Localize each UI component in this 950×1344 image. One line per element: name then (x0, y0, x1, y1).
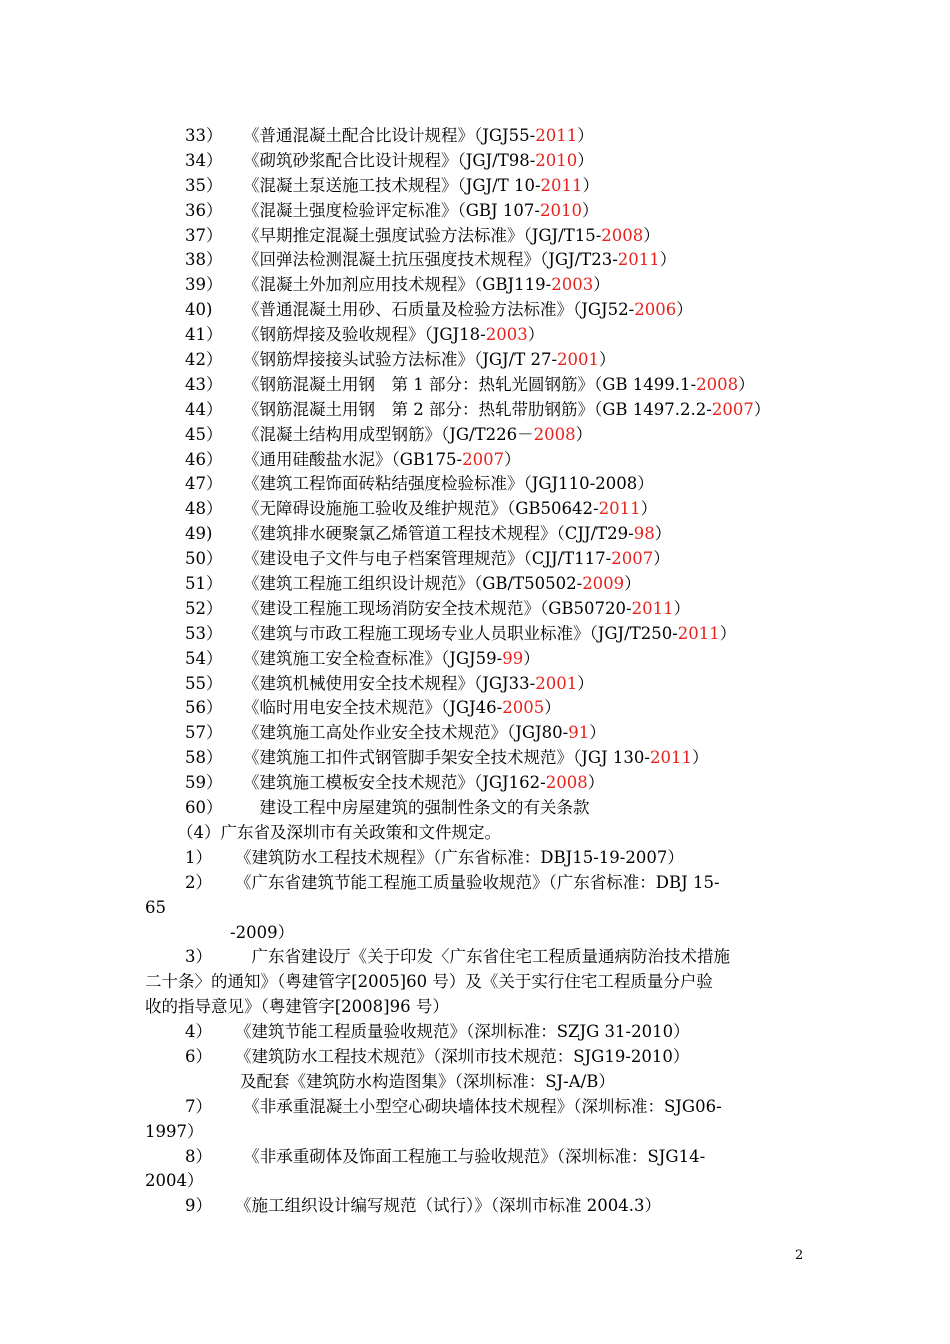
item-title: 《建设工程施工现场消防安全技术规范》（GB50720- (243, 598, 632, 618)
item-close: ） (581, 200, 599, 220)
item-year: 2009 (582, 574, 625, 594)
item-close: ） (676, 300, 693, 320)
item-number: 57） (185, 723, 223, 743)
item-number: 7） (185, 1096, 212, 1116)
item-number: 54） (185, 648, 223, 668)
item-year: 2010 (535, 150, 578, 170)
item-number: 1） (185, 847, 212, 867)
item-text: 《建筑防水工程技术规程》（广东省标准：DBJ15-19-2007） (235, 847, 684, 867)
item-title: 《钢筋焊接及验收规程》（JGJ18- (243, 325, 486, 345)
gd-item-3-line-2: 二十条〉的通知》（粤建管字[2005]60 号）及《关于实行住宅工程质量分户验 (145, 972, 713, 992)
item-number: 8） (185, 1146, 212, 1166)
item-number: 6） (185, 1046, 212, 1066)
item-year: 91 (568, 723, 590, 743)
standard-item (145, 647, 810, 672)
standard-item (145, 771, 810, 796)
gd-item-8 (145, 1145, 810, 1170)
item-close: ） (719, 623, 737, 643)
item-text: 《非承重混凝土小型空心砌块墙体技术规程》（深圳标准：SJG06- (235, 1096, 722, 1116)
item-number: 46） (185, 449, 223, 469)
item-title: 《建筑施工模板安全技术规范》（JGJ162- (243, 773, 546, 793)
item-title: 《临时用电安全技术规范》（JGJ46- (243, 698, 503, 718)
item-title: 《建筑施工安全检查标准》（JGJ59- (243, 648, 503, 668)
item-number: 36） (185, 200, 223, 220)
item-year: 2003 (485, 325, 528, 345)
item-close: ） (575, 424, 593, 444)
item-number: 38） (185, 250, 223, 270)
gd-item-6-sub: 及配套《建筑防水构造图集》（深圳标准：SJ-A/B） (240, 1071, 615, 1091)
item-number: 43） (185, 374, 223, 394)
item-number: 56） (185, 698, 223, 718)
gd-item-2 (145, 871, 810, 896)
gd-item-7 (145, 1095, 810, 1120)
item-number: 42） (185, 350, 223, 370)
item-year: 2011 (598, 499, 641, 519)
item-close: ） (738, 374, 755, 394)
standard-item (145, 746, 810, 771)
item-text: 《广东省建筑节能工程施工质量验收规范》（广东省标准：DBJ 15- (235, 872, 720, 892)
gd-item-4 (145, 1020, 810, 1045)
standard-item (145, 124, 810, 149)
item-number: 50） (185, 549, 223, 569)
item-close: ） (504, 449, 521, 469)
gd-item-3 (145, 945, 810, 970)
item-title: 《回弹法检测混凝土抗压强度技术规程》（JGJ/T23- (243, 250, 618, 270)
standard-item (145, 273, 810, 298)
item-number: 2） (185, 872, 212, 892)
item-close: ） (640, 499, 658, 519)
item-number: 53） (185, 623, 223, 643)
item-number: 3） (185, 947, 212, 967)
standard-item (145, 373, 810, 398)
item-title: 《早期推定混凝土强度试验方法标准》（JGJ/T15- (243, 225, 602, 245)
item-number: 40) (185, 300, 213, 320)
standard-item (145, 298, 810, 323)
item-title: 《混凝土结构用成型钢筋》（JG/T226－ (243, 424, 534, 444)
item-year: 2005 (502, 698, 545, 718)
item-title: 建设工程中房屋建筑的强制性条文的有关条款 (243, 798, 590, 818)
item-close: ） (599, 350, 616, 370)
page-number: 2 (795, 1248, 804, 1263)
item-close: ） (577, 673, 594, 693)
item-title: 《建筑施工扣件式钢管脚手架安全技术规范》（JGJ 130- (243, 748, 650, 768)
item-title: 《普通混凝土用砂、石质量及检验方法标准》（JGJ52- (243, 300, 635, 320)
item-year: 2008 (601, 225, 644, 245)
standard-item (145, 472, 810, 497)
gd-item-8-continuation: 2004） (145, 1171, 204, 1191)
standard-item (145, 398, 810, 423)
item-title: 《建筑工程施工组织设计规范》（GB/T50502- (243, 574, 583, 594)
standards-list (145, 124, 810, 821)
item-year: 2011 (617, 250, 660, 270)
standard-item (145, 224, 810, 249)
standard-item (145, 597, 810, 622)
item-close: ） (753, 399, 771, 419)
item-year: 2007 (711, 399, 754, 419)
item-close: ） (654, 524, 672, 544)
item-title: 《混凝土强度检验评定标准》（GBJ 107- (243, 200, 540, 220)
standard-item (145, 572, 810, 597)
item-title: 《混凝土泵送施工技术规程》（JGJ/T 10- (243, 175, 541, 195)
standard-item (145, 696, 810, 721)
item-close: ） (593, 275, 610, 295)
item-close: ） (577, 150, 594, 170)
gd-item-7-continuation: 1997） (145, 1121, 204, 1141)
standard-item (145, 796, 810, 821)
standard-item (145, 323, 810, 348)
item-number: 51） (185, 574, 223, 594)
item-number: 47） (185, 474, 223, 494)
standard-item (145, 423, 810, 448)
item-close: ） (587, 773, 605, 793)
item-number: 35） (185, 175, 223, 195)
standard-item (145, 622, 810, 647)
standard-item (145, 348, 810, 373)
item-title: 《建筑施工高处作业安全技术规范》（JGJ80- (243, 723, 569, 743)
item-year: 2008 (533, 424, 576, 444)
gd-item-6 (145, 1045, 810, 1070)
gd-item-9 (145, 1194, 810, 1219)
item-close: ） (691, 748, 709, 768)
item-number: 58） (185, 748, 223, 768)
item-title: 《建筑与市政工程施工现场专业人员职业标准》（JGJ/T250- (243, 623, 678, 643)
item-text: 《建筑防水工程技术规范》（深圳市技术规范：SJG19-2010） (235, 1046, 690, 1066)
item-number: 48） (185, 499, 223, 519)
item-title: 《钢筋焊接接头试验方法标准》（JGJ/T 27- (243, 350, 558, 370)
standard-item (145, 547, 810, 572)
standard-item (145, 248, 810, 273)
item-year: 2010 (539, 200, 582, 220)
item-number: 33） (185, 126, 223, 145)
item-number: 34） (185, 150, 223, 170)
standard-item (145, 174, 810, 199)
item-title: 《钢筋混凝土用钢 第 1 部分：热轧光圆钢筋》（GB 1499.1- (243, 374, 697, 394)
item-year: 2007 (462, 449, 505, 469)
standard-item (145, 497, 810, 522)
standard-item (145, 149, 810, 174)
item-close: ） (523, 648, 540, 668)
item-title: 《混凝土外加剂应用技术规程》（GBJ119- (243, 275, 552, 295)
item-number: 55） (185, 673, 223, 693)
section-heading: （4）广东省及深圳市有关政策和文件规定。 (177, 822, 501, 842)
item-text: 广东省建设厅《关于印发〈广东省住宅工程质量通病防治技术措施 (235, 947, 730, 967)
item-title: 《砌筑砂浆配合比设计规程》（JGJ/T98- (243, 150, 536, 170)
item-text: 《非承重砌体及饰面工程施工与验收规范》（深圳标准：SJG14- (235, 1146, 706, 1166)
item-year: 2008 (545, 773, 588, 793)
gd-item-3-line-3: 收的指导意见》（粤建管字[2008]96 号） (145, 997, 449, 1017)
item-title: 《建筑排水硬聚氯乙烯管道工程技术规程》（CJJ/T29- (243, 524, 634, 544)
item-text: 《施工组织设计编写规范（试行）》（深圳市标准 2004.3） (235, 1196, 661, 1216)
gd-item-2-continuation: 65 (145, 897, 166, 917)
item-year: 2006 (634, 300, 677, 320)
item-close: ） (544, 698, 561, 718)
item-year: 2011 (677, 623, 720, 643)
item-number: 4） (185, 1022, 212, 1042)
gd-item-2-tail: -2009） (230, 922, 295, 942)
item-title: 《建设电子文件与电子档案管理规范》（CJJ/T117- (243, 549, 612, 569)
item-number: 52） (185, 598, 223, 618)
item-year: 2008 (696, 374, 739, 394)
item-number: 37） (185, 225, 223, 245)
item-number: 59） (185, 773, 223, 793)
item-number: 60） (185, 798, 223, 818)
item-year: 2001 (557, 350, 600, 370)
item-year: 2007 (611, 549, 654, 569)
item-number: 39） (185, 275, 223, 295)
item-title: 《无障碍设施施工验收及维护规范》（GB50642- (243, 499, 599, 519)
item-year: 98 (633, 524, 655, 544)
item-close: ） (527, 325, 545, 345)
item-year: 2011 (535, 126, 578, 145)
item-close: ） (589, 723, 606, 743)
item-year: 2011 (631, 598, 674, 618)
item-number: 9） (185, 1196, 212, 1216)
standard-item (145, 721, 810, 746)
item-close: ） (582, 175, 600, 195)
item-close: ） (673, 598, 691, 618)
item-title: 《通用硅酸盐水泥》（GB175- (243, 449, 463, 469)
item-text: 《建筑节能工程质量验收规范》（深圳标准：SZJG 31-2010） (235, 1022, 690, 1042)
item-title: 《钢筋混凝土用钢 第 2 部分：热轧带肋钢筋》（GB 1497.2.2- (243, 399, 712, 419)
standard-item (145, 522, 810, 547)
item-year: 2011 (540, 175, 583, 195)
item-year: 99 (502, 648, 524, 668)
item-number: 49) (185, 524, 213, 544)
item-close: ） (643, 225, 660, 245)
item-close: ） (659, 250, 677, 270)
item-year: 2003 (551, 275, 594, 295)
item-year: 2001 (535, 673, 578, 693)
item-title: 《建筑机械使用安全技术规程》（JGJ33- (243, 673, 536, 693)
standard-item (145, 448, 810, 473)
item-close: ） (653, 549, 670, 569)
standard-item (145, 672, 810, 697)
item-title: 《建筑工程饰面砖粘结强度检验标准》（JGJ110-2008） (243, 474, 654, 494)
item-number: 45） (185, 424, 223, 444)
item-year: 2011 (649, 748, 692, 768)
item-number: 44） (185, 399, 223, 419)
item-close: ） (577, 126, 594, 145)
gd-item-1 (145, 846, 810, 871)
standard-item (145, 199, 810, 224)
item-number: 41） (185, 325, 223, 345)
document-body (145, 124, 810, 1219)
item-close: ） (624, 574, 641, 594)
item-title: 《普通混凝土配合比设计规程》（JGJ55- (243, 126, 536, 145)
